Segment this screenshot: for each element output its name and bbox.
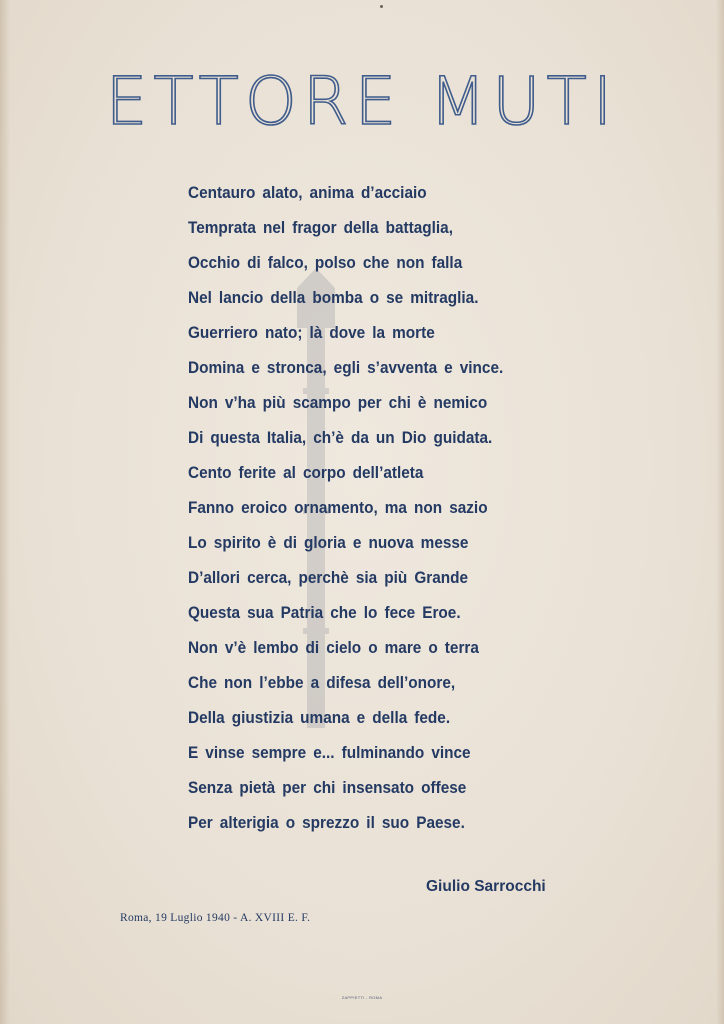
poem-line: E vinse sempre e... fulminando vince bbox=[188, 744, 471, 762]
poem-line: Lo spirito è di gloria e nuova messe bbox=[188, 534, 469, 552]
date-line: Roma, 19 Luglio 1940 - A. XVIII E. F. bbox=[120, 912, 311, 924]
poem-line: Della giustizia umana e della fede. bbox=[188, 709, 451, 727]
poem-line: Fanno eroico ornamento, ma non sazio bbox=[188, 499, 488, 517]
poem-line: Questa sua Patria che lo fece Eroe. bbox=[188, 604, 461, 622]
poem-line: Non v’è lembo di cielo o mare o terra bbox=[188, 639, 479, 657]
paper-edge-right bbox=[716, 0, 724, 1024]
poem-line: Occhio di falco, polso che non falla bbox=[188, 254, 463, 272]
printer-mark: ZAPPIETTI - ROMA bbox=[341, 995, 383, 1000]
poem bbox=[188, 176, 503, 841]
poem-line: Senza pietà per chi insensato offese bbox=[188, 779, 467, 797]
poem-line: Centauro alato, anima d’acciaio bbox=[188, 184, 427, 202]
paper-speck bbox=[380, 5, 383, 8]
paper-edge-left bbox=[0, 0, 10, 1024]
page-title: ETTORE MUTI bbox=[105, 63, 619, 140]
author-signature: Giulio Sarrocchi bbox=[426, 878, 546, 895]
poem-line: Nel lancio della bomba o se mitraglia. bbox=[188, 289, 479, 307]
poem-line: Che non l’ebbe a difesa dell’onore, bbox=[188, 674, 456, 692]
poem-line: Cento ferite al corpo dell’atleta bbox=[188, 464, 424, 482]
poem-line: Non v’ha più scampo per chi è nemico bbox=[188, 394, 488, 412]
poem-line: D’allori cerca, perchè sia più Grande bbox=[188, 569, 469, 587]
poem-line: Guerriero nato; là dove la morte bbox=[188, 324, 435, 342]
poem-line: Per alterigia o sprezzo il suo Paese. bbox=[188, 814, 465, 832]
poem-line: Di questa Italia, ch’è da un Dio guidata. bbox=[188, 429, 493, 447]
poem-line: Domina e stronca, egli s’avventa e vince. bbox=[188, 359, 504, 377]
poem-line: Temprata nel fragor della battaglia, bbox=[188, 219, 453, 237]
